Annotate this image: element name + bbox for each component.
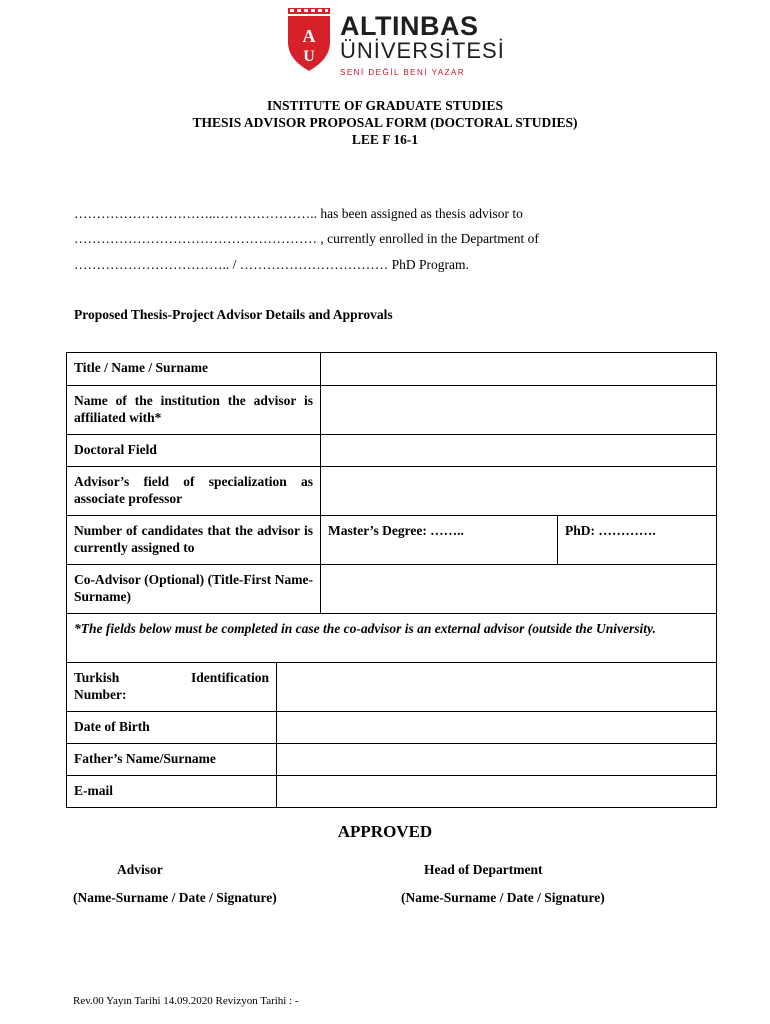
shield-emblem-icon	[287, 8, 331, 72]
table-row	[67, 712, 717, 744]
father-name-field[interactable]	[277, 744, 717, 776]
turkish-id-label	[67, 663, 277, 712]
dob-field[interactable]	[277, 712, 717, 744]
specialization-label: Advisor’s field of specialization as associate professor	[67, 467, 321, 516]
university-logo	[287, 8, 505, 78]
turkish-id-label-a: Turkish	[74, 670, 120, 685]
turkish-id-label-b: Identification	[190, 670, 269, 685]
advisor-signature-line: (Name-Surname / Date / Signature)	[73, 890, 277, 905]
doctoral-field-label: Doctoral Field	[67, 435, 321, 467]
svg-text:U: U	[303, 48, 315, 65]
table-row	[67, 776, 717, 808]
logo-sub-text: ÜNİVERSİTESİ	[340, 38, 505, 63]
doctoral-field-input[interactable]	[321, 435, 717, 467]
external-advisor-note: *The fields below must be completed in case the co-advisor is an external advisor (outside the University.	[67, 614, 717, 663]
institution-field[interactable]	[321, 386, 717, 435]
turkish-id-label-c: Number:	[74, 687, 127, 702]
co-advisor-label: Co-Advisor (Optional) (Title-First Name-Surname)	[67, 565, 321, 614]
table-row	[67, 614, 717, 663]
approved-heading: APPROVED	[337, 822, 433, 841]
table-row	[67, 467, 717, 516]
form-header	[0, 97, 770, 148]
co-advisor-field[interactable]	[321, 565, 717, 614]
institution-label: Name of the institution the advisor is affiliated with*	[67, 386, 321, 435]
masters-count-field[interactable]: Master’s Degree: ……..	[321, 516, 558, 565]
dob-label: Date of Birth	[67, 712, 277, 744]
candidates-label: Number of candidates that the advisor is currently assigned to	[67, 516, 321, 565]
father-name-label: Father’s Name/Surname	[67, 744, 277, 776]
phd-count-field[interactable]: PhD: ………….	[558, 516, 717, 565]
title-name-label: Title / Name / Surname	[67, 353, 321, 386]
table-row	[67, 565, 717, 614]
table-row	[67, 353, 717, 386]
advisor-label: Advisor	[117, 862, 163, 877]
table-row	[67, 663, 717, 712]
form-code: LEE F 16-1	[351, 132, 419, 147]
logo-slogan: SENİ DEĞİL BENİ YAZAR	[340, 68, 466, 77]
turkish-id-field[interactable]	[277, 663, 717, 712]
advisor-details-table	[66, 352, 717, 808]
table-row	[67, 744, 717, 776]
intro-line-3: …………………………….. / …………………………… PhD Program.	[74, 257, 469, 272]
table-row	[67, 435, 717, 467]
institute-title: INSTITUTE OF GRADUATE STUDIES	[267, 98, 503, 113]
form-title: THESIS ADVISOR PROPOSAL FORM (DOCTORAL STUDIES)	[192, 115, 578, 130]
logo-brand-text: ALTINBAS	[340, 11, 479, 41]
email-field[interactable]	[277, 776, 717, 808]
svg-text:A: A	[302, 26, 316, 46]
table-row	[67, 516, 717, 565]
intro-line-2: ……………………………………………… , currently enrolled in the Department of	[74, 231, 539, 246]
intro-line-1: …………………………..………………….. has been assigned as thesis advisor to	[74, 206, 523, 221]
head-of-department-label: Head of Department	[424, 862, 543, 877]
specialization-field[interactable]	[321, 467, 717, 516]
head-signature-line: (Name-Surname / Date / Signature)	[401, 890, 605, 905]
email-label: E-mail	[67, 776, 277, 808]
section-title: Proposed Thesis-Project Advisor Details and Approvals	[74, 307, 393, 322]
table-row	[67, 386, 717, 435]
title-name-field[interactable]	[321, 353, 717, 386]
revision-footer: Rev.00 Yayın Tarihi 14.09.2020 Revizyon Tarihi : -	[73, 995, 299, 1007]
